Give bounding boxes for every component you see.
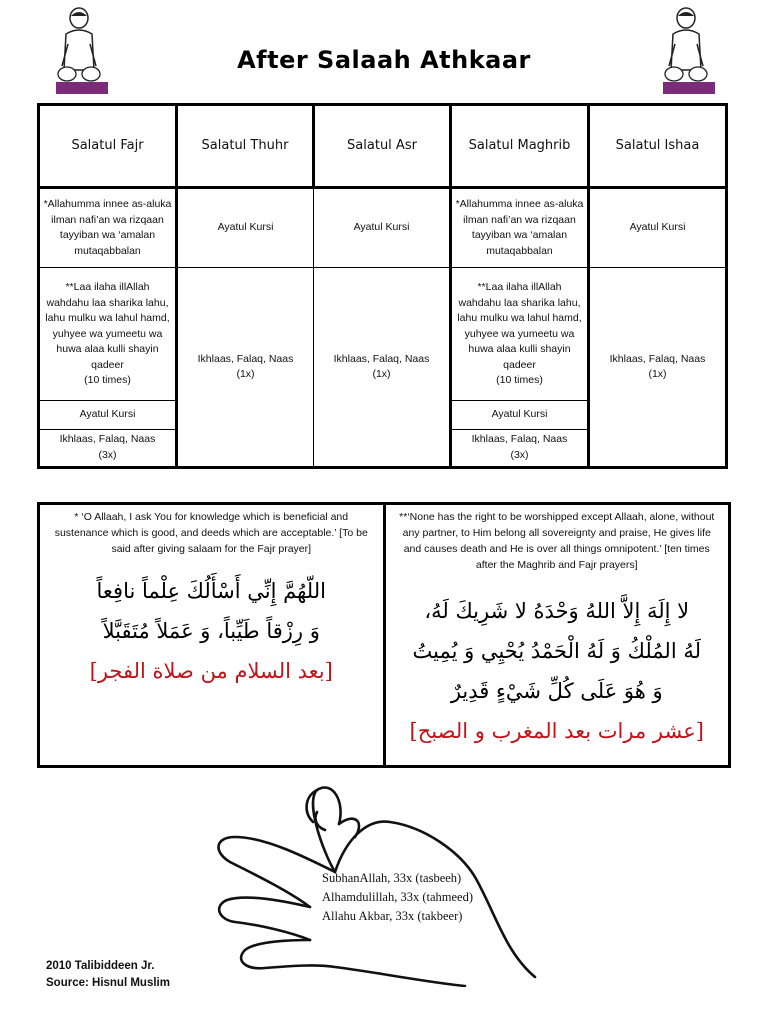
dhikr-line: SubhanAllah, 33x (tasbeeh) [322,871,462,885]
fajr-quls-text: Ikhlaas, Falaq, Naas [59,433,156,446]
table-header-row [39,105,727,188]
note-tahleel [386,505,729,765]
note-left-english: * ‘O Allaah, I ask You for knowledge which is beneficial and sustenance which is good, and deeds which are acceptable.’ [To be said after giving salaam for the Fajr prayer] [54,511,368,555]
maghrib-quls-text: Ikhlaas, Falaq, Naas [471,433,568,446]
arabic-line: وَ هُوَ عَلَى كُلِّ شَيْءٍ قَدِيرٌ [450,679,663,703]
header-fajr: Salatul Fajr [39,105,177,188]
header-thuhr: Salatul Thuhr [177,105,314,188]
maghrib-dua2 [451,268,589,401]
ishaa-kursi: Ayatul Kursi [589,187,727,268]
arabic-note: [بعد السلام من صلاة الفجر] [89,659,333,683]
athkaar-table [37,103,728,469]
fajr-dua2 [39,268,177,401]
ishaa-quls [589,268,727,468]
translation-notes [37,502,731,768]
arabic-line: لا إِلَهَ إِلاَّ اللهُ وَحْدَهُ لا شَرِيكَ لَهُ، [424,599,690,623]
fajr-quls [39,429,177,467]
note-right-arabic [386,591,729,751]
thuhr-quls-count: (1x) [236,368,255,381]
note-right-english: **‘None has the right to be worshipped except Allaah, alone, without any partner, to Him belong all sovereignty and praise, He gives life and causes death and He is over all things omnipotent.’ [ten times after the Maghrib and Fajr prayers] [399,511,715,571]
fajr-dua1: *Allahumma innee as-aluka ilman nafi’an wa rizqaan tayyiban wa ‘amalan mutaqabbalan [39,187,177,268]
table-row [39,187,727,268]
header-maghrib: Salatul Maghrib [451,105,589,188]
maghrib-quls [451,429,589,467]
arabic-note: [عشر مرات بعد المغرب و الصبح] [409,719,704,743]
thuhr-quls [177,268,314,468]
thuhr-quls-text: Ikhlaas, Falaq, Naas [197,352,294,365]
note-left-arabic [40,571,383,691]
tasbeeh-list [322,869,473,926]
dhikr-line: Allahu Akbar, 33x (takbeer) [322,909,463,923]
maghrib-dua2-text: **Laa ilaha illAllah wahdahu laa sharika lahu, lahu mulku wa lahul hamd, yuhyee wa yumeetu wa huwa alaa kulli shayin qadeer [457,281,582,371]
page-title: After Salaah Athkaar [237,46,531,74]
fajr-kursi: Ayatul Kursi [39,401,177,429]
note-dua-fajr [40,505,386,765]
header-asr: Salatul Asr [314,105,451,188]
asr-quls-count: (1x) [372,368,391,381]
asr-quls-text: Ikhlaas, Falaq, Naas [333,352,430,365]
credit-author: 2010 Talibiddeen Jr. [46,960,155,972]
header-ishaa: Salatul Ishaa [589,105,727,188]
credit-source: Source: Hisnul Muslim [46,977,170,989]
ishaa-quls-count: (1x) [648,368,667,381]
maghrib-dua2-count: (10 times) [496,374,543,387]
thuhr-kursi: Ayatul Kursi [177,187,314,268]
arabic-line: لَهُ المُلْكُ وَ لَهُ الْحَمْدُ يُحْيِي وَ يُمِيتُ [412,639,701,663]
fajr-quls-count: (3x) [98,448,117,461]
maghrib-quls-count: (3x) [510,448,529,461]
fajr-dua2-text: **Laa ilaha illAllah wahdahu laa sharika lahu, lahu mulku wa lahul hamd, yuhyee wa yumeetu wa huwa alaa kulli shayin qadeer [45,281,170,371]
credits [46,958,170,992]
fajr-dua2-count: (10 times) [84,374,131,387]
dhikr-line: Alhamdulillah, 33x (tahmeed) [322,890,474,904]
arabic-line: وَ رِزْقاً طَيِّباً، وَ عَمَلاً مُتَقَبَّلاً [102,619,320,643]
maghrib-kursi: Ayatul Kursi [451,401,589,429]
asr-kursi: Ayatul Kursi [314,187,451,268]
table-row [39,268,727,401]
arabic-line: اللّهُمَّ إِنِّي أَسْأَلُكَ عِلْماً نافِعاً [96,579,326,603]
asr-quls [314,268,451,468]
maghrib-dua1: *Allahumma innee as-aluka ilman nafi’an wa rizqaan tayyiban wa ‘amalan mutaqabbalan [451,187,589,268]
ishaa-quls-text: Ikhlaas, Falaq, Naas [609,352,706,365]
